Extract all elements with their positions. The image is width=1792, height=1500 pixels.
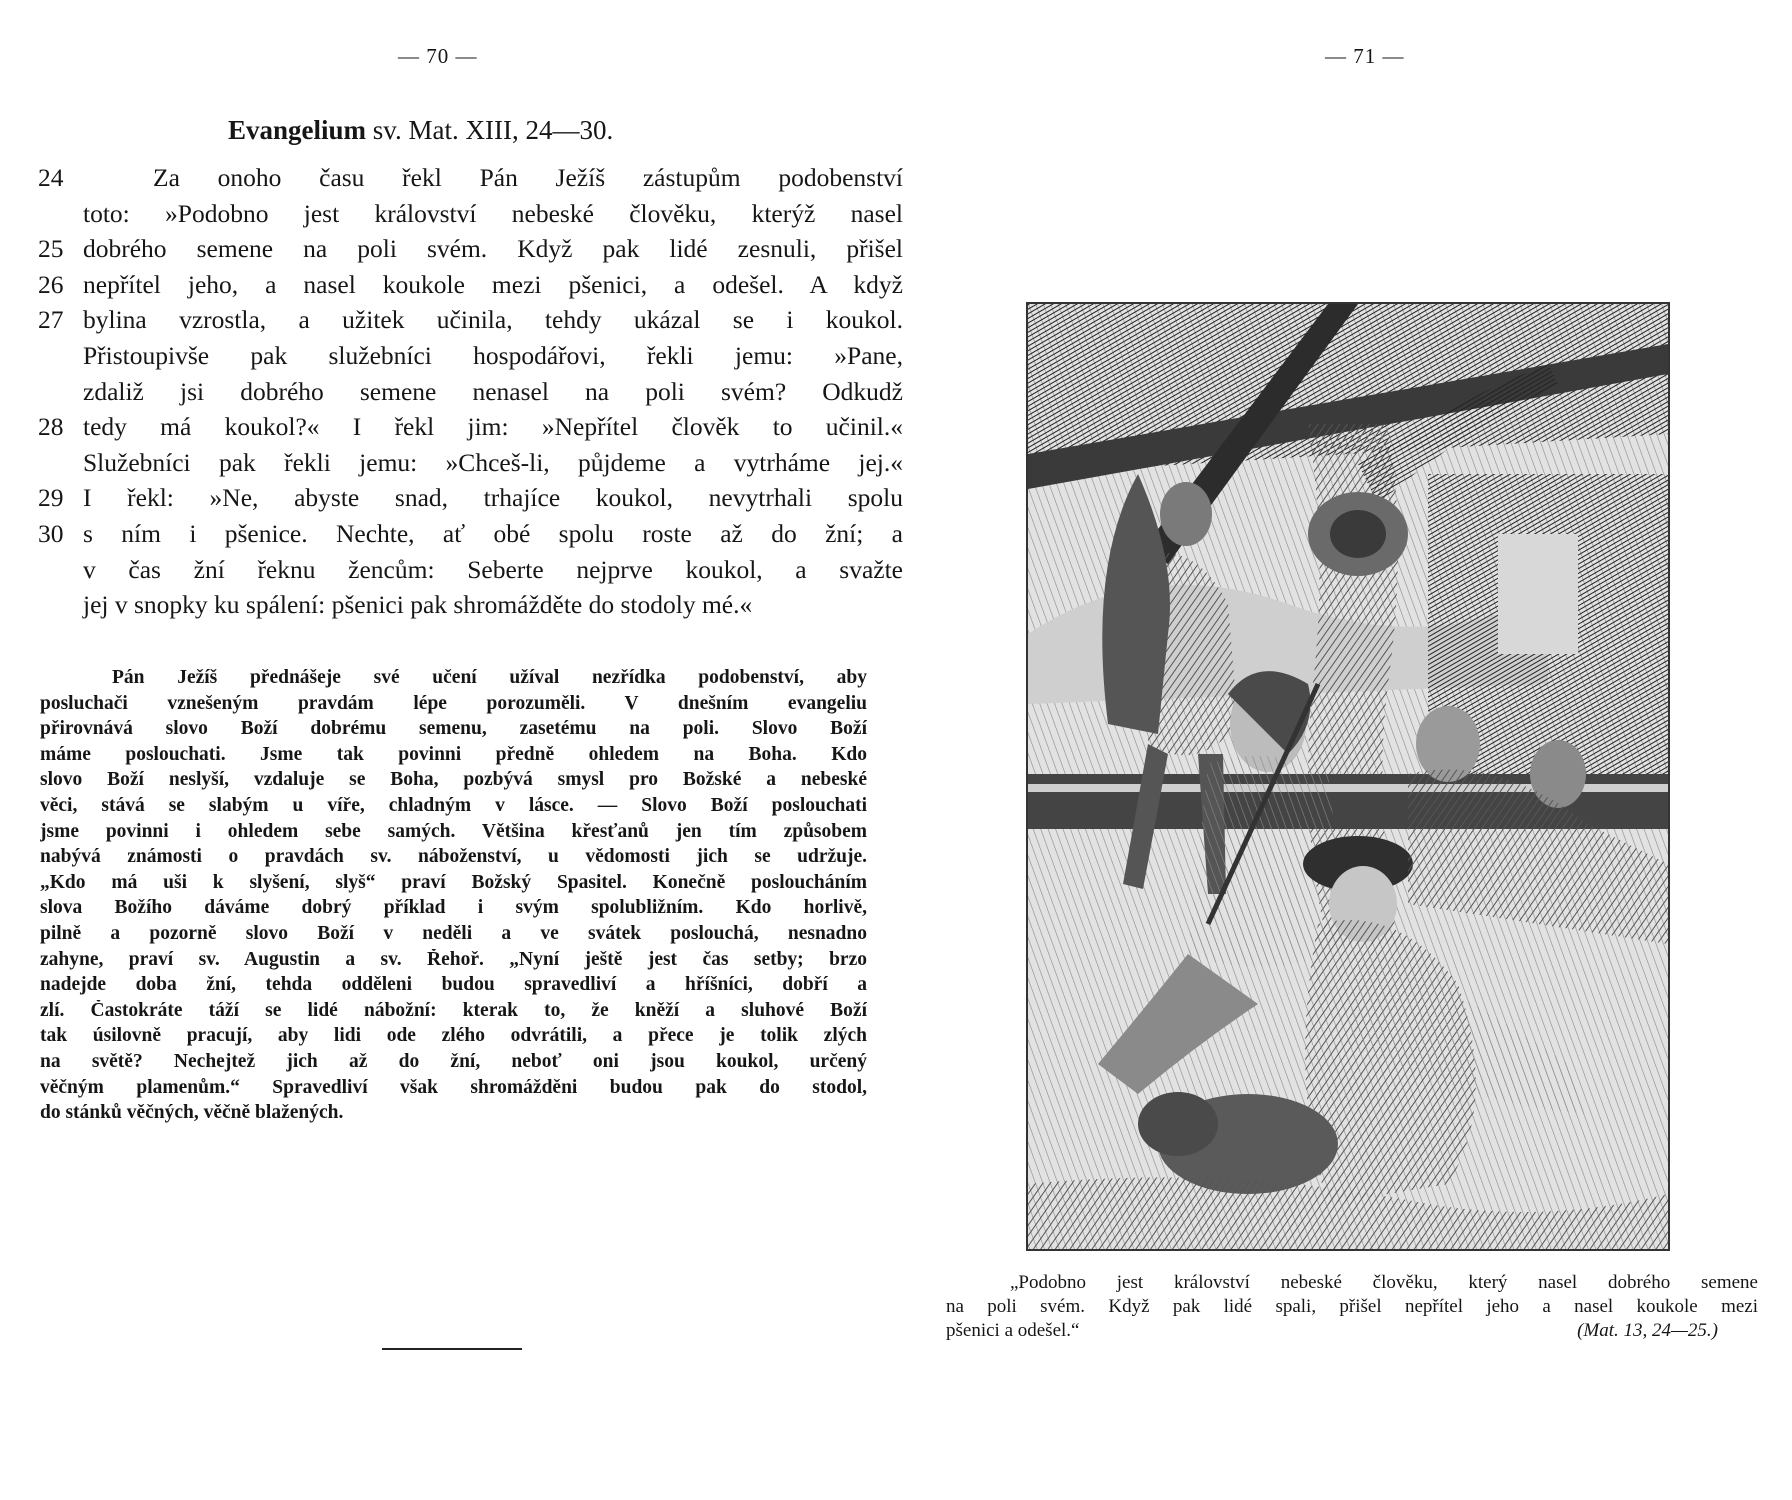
verse-line: [38, 305, 903, 341]
caption-line: „Podobno jest království nebeské člověku, který nasel dobrého semene: [1010, 1272, 1758, 1293]
commentary-line: jsme povinni i ohledem sebe samých. Většina křesťanů jen tím způsobem: [40, 820, 867, 842]
verse-text: zdaliž jsi dobrého semene nenasel na poli svém? Odkudž: [83, 376, 903, 406]
commentary-line: věci, stává se slabým u víře, chladným v lásce. — Slovo Boží poslouchati: [40, 794, 867, 816]
verse-line: [38, 234, 903, 270]
verse-number: 26: [38, 269, 64, 299]
verse-line: [38, 590, 868, 626]
gospel-title-bold: Evangelium: [228, 115, 367, 145]
caption-line: pšenici a odešel.“: [946, 1320, 1080, 1341]
verse-line: [38, 340, 903, 377]
verse-line: [38, 518, 903, 555]
verse-line: [38, 163, 903, 199]
verse-text: toto: »Podobno jest království nebeské člověku, kterýž nasel: [83, 198, 903, 228]
verse-line: [38, 269, 903, 306]
verse-line: [38, 376, 903, 413]
verse-text: v čas žní řeknu žencům: Seberte nejprve koukol, a svažte: [83, 554, 903, 584]
commentary-line: slovo Boží neslyší, vzdaluje se Boha, pozbývá smysl pro Božské a nebeské: [40, 769, 867, 791]
commentary-line: „Kdo má uši k slyšení, slyš“ praví Božský Spasitel. Konečně posloucháním: [40, 871, 867, 893]
verse-number: 24: [38, 163, 64, 192]
verse-text: I řekl: »Ne, abyste snad, trhajíce koukol, nevytrhali spolu: [83, 483, 903, 513]
footer-rule: [382, 1348, 522, 1350]
commentary-line: nadejde doba žní, tehda odděleni budou spravedliví a hříšníci, dobří a: [40, 974, 867, 996]
commentary-line: posluchači vznešeným pravdám lépe porozuměli. V dnešním evangeliu: [40, 692, 867, 714]
commentary-paragraph: [40, 667, 867, 1128]
gospel-title: [228, 115, 613, 146]
caption-line-last: [946, 1320, 1758, 1344]
commentary-line: věčným plamenům.“ Spravedliví však shromážděni budou pak do stodol,: [40, 1076, 867, 1098]
verse-number: 29: [38, 483, 64, 513]
caption-line: na poli svém. Když pak lidé spali, přišel nepřítel jeho a nasel koukole mezi: [946, 1296, 1758, 1317]
commentary-line: zlí. Častokráte táží se lidé nábožní: kterak to, že kněží a sluhové Boží: [40, 999, 867, 1021]
verse-text: Za onoho času řekl Pán Ježíš zástupům podobenství: [153, 163, 903, 192]
verse-text: s ním i pšenice. Nechte, ať obé spolu roste až do žní; a: [83, 518, 903, 548]
verse-text: dobrého semene na poli svém. Když pak lidé zesnuli, přišel: [83, 234, 903, 264]
commentary-line: máme poslouchati. Jsme tak povinni předně ohledem na Boha. Kdo: [40, 743, 867, 765]
commentary-line: na světě? Nechejtež jich až do žní, neboť oni jsou koukol, určený: [40, 1050, 867, 1072]
verse-number: 28: [38, 412, 64, 442]
verse-number: 27: [38, 305, 64, 335]
commentary-line: zahyne, praví sv. Augustin a sv. Řehoř. „Nyní ještě jest čas setby; brzo: [40, 948, 867, 970]
commentary-line: nabývá známosti o pravdách sv. náboženství, u vědomosti jich se udržuje.: [40, 846, 867, 868]
caption-reference: (Mat. 13, 24—25.): [1577, 1320, 1718, 1341]
verse-number: 30: [38, 518, 64, 548]
left-page-number: — 70 —: [398, 44, 478, 68]
verse-text: Přistoupivše pak služebníci hospodářovi, řekli jemu: »Pane,: [83, 340, 903, 370]
illustration-caption: [946, 1272, 1758, 1344]
commentary-line: tak úsilovně pracují, aby lidi ode zlého odvrátili, a přece je tolik zlých: [40, 1025, 867, 1047]
verse-line: [38, 483, 903, 519]
verse-line: [38, 447, 903, 484]
verse-line: [38, 412, 903, 448]
gospel-title-rest: sv. Mat. XIII, 24—30.: [366, 115, 614, 145]
commentary-line: přirovnává slovo Boží dobrému semenu, zasetému na poli. Slovo Boží: [40, 718, 867, 740]
commentary-line: do stánků věčných, věčně blažených.: [40, 1102, 344, 1124]
verse-text: nepřítel jeho, a nasel koukole mezi pšenici, a odešel. A když: [83, 269, 903, 299]
verse-text: tedy má koukol?« I řekl jim: »Nepřítel člověk to učinil.«: [83, 412, 903, 442]
verse-line: [38, 198, 903, 235]
engraving-illustration: [1026, 302, 1670, 1251]
engraving-drawing: [1028, 304, 1668, 1249]
verse-text: bylina vzrostla, a užitek učinila, tehdy ukázal se i koukol.: [83, 305, 903, 335]
gospel-text: [38, 163, 903, 626]
right-page-number: — 71 —: [1325, 44, 1405, 68]
commentary-line: Pán Ježíš přednášeje své učení užíval nezřídka podobenství, aby: [112, 667, 867, 688]
verse-line: [38, 554, 903, 591]
commentary-line: slova Božího dáváme dobrý příklad i svým spolubližním. Kdo horlivě,: [40, 897, 867, 919]
verse-text: Služebníci pak řekli jemu: »Chceš-li, půjdeme a vytrháme jej.«: [83, 447, 903, 477]
commentary-line: pilně a pozorně slovo Boží v neděli a ve svátek poslouchá, nesnadno: [40, 922, 867, 944]
verse-number: 25: [38, 234, 64, 264]
verse-text: jej v snopky ku spálení: pšenici pak shromážděte do stodoly mé.«: [83, 590, 753, 620]
